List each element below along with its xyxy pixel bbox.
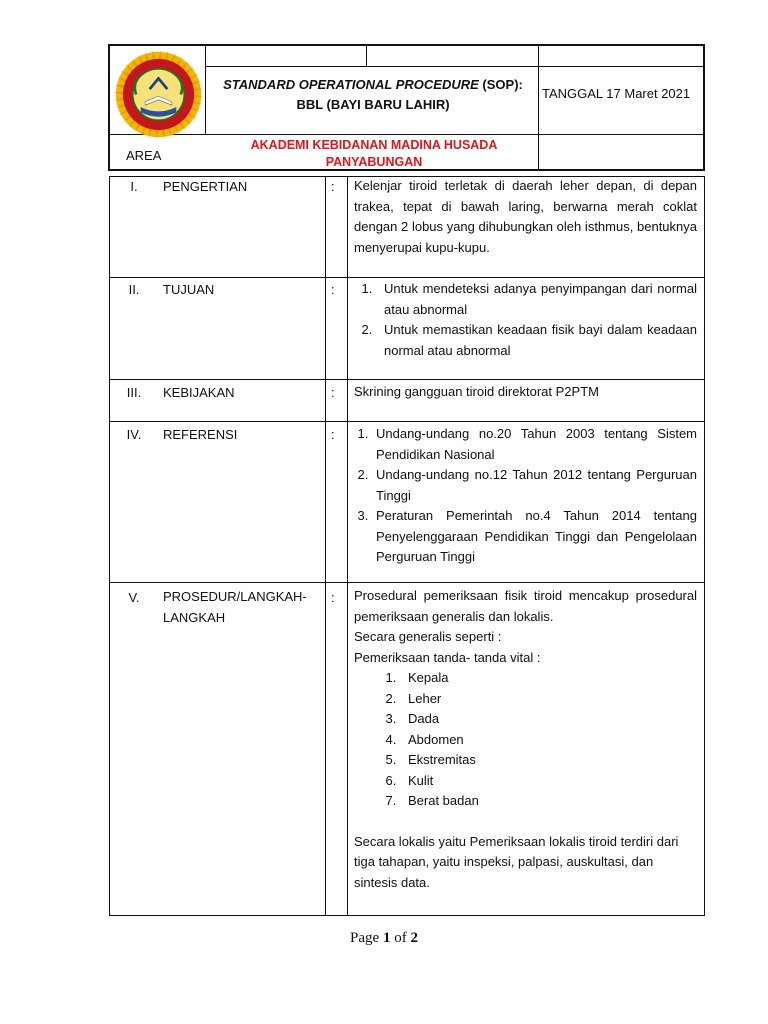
list-item: 1. Undang-undang no.20 Tahun 2003 tentang Sistem Pendidikan Nasional: [372, 424, 697, 465]
section-text-kebijakan: Skrining gangguan tiroid direktorat P2PTM: [354, 384, 599, 399]
section-colon: :: [331, 427, 335, 442]
section-number: I.: [130, 179, 138, 194]
table-border-bottom: [109, 915, 705, 916]
section-colon: :: [331, 282, 335, 297]
section-label-referensi: REFERENSI: [163, 427, 238, 442]
list-item: 6. Kulit: [400, 771, 697, 792]
header-border-top: [108, 44, 705, 46]
area-label: AREA: [126, 147, 162, 163]
list-item: 3. Dada: [400, 709, 697, 730]
sop-content-table: [109, 176, 705, 916]
section-label-tujuan: TUJUAN: [163, 282, 215, 297]
section-number: II.: [128, 282, 140, 297]
section-colon: :: [331, 590, 335, 605]
procedure-lokalis: Secara lokalis yaitu Pemeriksaan lokalis tiroid terdiri dari tiga tahapan, yaitu inspeksi, palpasi, auskultasi, dan sintesis data.: [354, 833, 679, 890]
procedure-vital-signs: Pemeriksaan tanda- tanda vital :: [354, 649, 541, 665]
section-label-kebijakan: KEBIJAKAN: [163, 385, 235, 400]
row-divider-3: [109, 421, 705, 422]
row-divider-1: [109, 277, 705, 278]
list-item: 1. Kepala: [400, 668, 697, 689]
section-colon: :: [331, 385, 335, 400]
list-item: 2. Undang-undang no.12 Tahun 2012 tentang Perguruan Tinggi: [372, 465, 697, 506]
header-border-left: [108, 44, 110, 171]
institution-name: [208, 136, 540, 172]
header-divider-top-mid: [366, 44, 367, 67]
list-item: 1. Untuk mendeteksi adanya penyimpangan dari normal atau abnormal: [376, 279, 697, 320]
section-colon: :: [331, 179, 335, 194]
institution-seal-logo: [114, 50, 203, 139]
list-item: 2. Leher: [400, 689, 697, 710]
institution-name-line2: PANYABUNGAN: [325, 155, 423, 169]
section-number: IV.: [126, 427, 142, 442]
section-list-tujuan: [354, 279, 697, 361]
page-word: Page: [350, 930, 380, 946]
row-divider-2: [109, 379, 705, 380]
column-divider-colon: [347, 176, 348, 916]
sop-subtitle: BBL (BAYI BARU LAHIR): [296, 97, 450, 112]
sop-title-suffix: (SOP):: [478, 77, 523, 92]
list-item: 2. Untuk memastikan keadaan fisik bayi dalam keadaan normal atau abnormal: [376, 320, 697, 361]
vital-signs-list: [354, 668, 697, 812]
header-divider-top-row: [205, 66, 705, 67]
page-number: [0, 930, 768, 947]
header-divider-logo: [205, 44, 206, 134]
section-label-prosedur: PROSEDUR/LANGKAH-LANGKAH: [163, 589, 307, 625]
column-divider-label: [325, 176, 326, 916]
institution-name-line1: AKADEMI KEBIDANAN MADINA HUSADA: [250, 138, 498, 152]
sop-header-table: [108, 44, 705, 171]
section-content-prosedur: [354, 586, 697, 893]
date-field: TANGGAL 17 Maret 2021: [542, 85, 691, 101]
section-text-pengertian: Kelenjar tiroid terletak di daerah leher depan, di depan trakea, tepat di bawah laring, berwarna merah coklat dengan 2 lobus yang dihubungkan oleh isthmus, bentuknya menyerupai kupu-kupu.: [354, 178, 697, 255]
table-border-right: [704, 176, 705, 916]
of-word: of: [394, 930, 407, 946]
section-list-referensi: [354, 424, 697, 568]
total-pages: 2: [410, 930, 418, 946]
procedure-intro: Prosedural pemeriksaan fisik tiroid mencakup prosedural pemeriksaan generalis dan lokalis.: [354, 588, 697, 624]
list-item: 3. Peraturan Pemerintah no.4 Tahun 2014 tentang Penyelenggaraan Pendidikan Tinggi dan Pengelolaan Perguruan Tinggi: [372, 506, 697, 568]
current-page: 1: [382, 930, 391, 946]
procedure-generalis: Secara generalis seperti :: [354, 629, 502, 644]
list-item: 7. Berat badan: [400, 791, 697, 812]
sop-title: [208, 70, 538, 120]
row-divider-4: [109, 582, 705, 583]
section-label-pengertian: PENGERTIAN: [163, 179, 248, 194]
sop-title-italic: STANDARD OPERATIONAL PROCEDURE: [223, 77, 479, 92]
list-item: 5. Ekstremitas: [400, 750, 697, 771]
list-item: 4. Abdomen: [400, 730, 697, 751]
section-number: V.: [128, 590, 140, 605]
section-number: III.: [126, 385, 142, 400]
